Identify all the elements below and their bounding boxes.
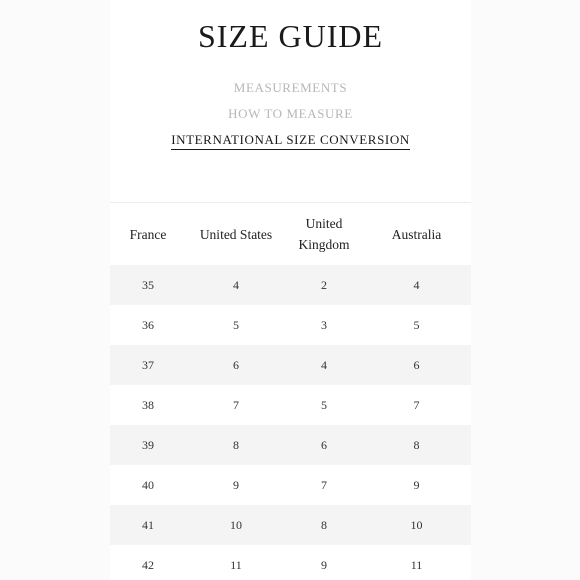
cell-france: 38 xyxy=(110,385,186,425)
cell-united-states: 7 xyxy=(186,385,286,425)
table-row xyxy=(110,465,471,505)
cell-australia: 9 xyxy=(362,465,471,505)
header-australia: Australia xyxy=(391,226,442,242)
size-conversion-table xyxy=(110,203,471,580)
table-header xyxy=(110,203,471,265)
cell-united-states: 5 xyxy=(186,305,286,345)
tab-how-to-measure[interactable] xyxy=(110,106,471,122)
tab-international-size-conversion-label: INTERNATIONAL SIZE CONVERSION xyxy=(171,132,410,150)
cell-france: 41 xyxy=(110,505,186,545)
cell-australia: 8 xyxy=(362,425,471,465)
header-france: France xyxy=(129,226,167,242)
cell-united-states: 4 xyxy=(186,265,286,305)
cell-france: 35 xyxy=(110,265,186,305)
cell-united-kingdom: 4 xyxy=(286,345,362,385)
table-row xyxy=(110,305,471,345)
cell-france: 40 xyxy=(110,465,186,505)
cell-france: 42 xyxy=(110,545,186,580)
tab-international-size-conversion[interactable] xyxy=(110,132,471,148)
table-body xyxy=(110,265,471,580)
header-united-kingdom-line2: Kingdom xyxy=(298,237,350,252)
cell-australia: 11 xyxy=(362,545,471,580)
tab-measurements-label: MEASUREMENTS xyxy=(233,80,348,95)
tab-how-to-measure-label: HOW TO MEASURE xyxy=(228,106,353,121)
table-row xyxy=(110,385,471,425)
cell-united-states: 11 xyxy=(186,545,286,580)
table-row xyxy=(110,265,471,305)
cell-australia: 5 xyxy=(362,305,471,345)
cell-united-states: 10 xyxy=(186,505,286,545)
header-united-kingdom xyxy=(286,203,362,265)
cell-australia: 7 xyxy=(362,385,471,425)
table-row xyxy=(110,425,471,465)
table-row xyxy=(110,505,471,545)
header-united-kingdom-line1: United xyxy=(305,216,343,231)
cell-france: 36 xyxy=(110,305,186,345)
cell-united-kingdom: 5 xyxy=(286,385,362,425)
cell-united-kingdom: 3 xyxy=(286,305,362,345)
cell-united-kingdom: 6 xyxy=(286,425,362,465)
cell-united-kingdom: 9 xyxy=(286,545,362,580)
page-title: SIZE GUIDE xyxy=(197,18,384,54)
cell-australia: 6 xyxy=(362,345,471,385)
cell-united-kingdom: 7 xyxy=(286,465,362,505)
size-guide-panel xyxy=(110,0,471,580)
table-row xyxy=(110,345,471,385)
tab-measurements[interactable] xyxy=(110,80,471,96)
table-row xyxy=(110,545,471,580)
header-united-states: United States xyxy=(199,226,273,242)
header-row xyxy=(110,203,471,265)
cell-united-states: 8 xyxy=(186,425,286,465)
cell-united-states: 9 xyxy=(186,465,286,505)
cell-france: 37 xyxy=(110,345,186,385)
cell-united-states: 6 xyxy=(186,345,286,385)
cell-australia: 4 xyxy=(362,265,471,305)
cell-australia: 10 xyxy=(362,505,471,545)
cell-united-kingdom: 2 xyxy=(286,265,362,305)
cell-france: 39 xyxy=(110,425,186,465)
cell-united-kingdom: 8 xyxy=(286,505,362,545)
